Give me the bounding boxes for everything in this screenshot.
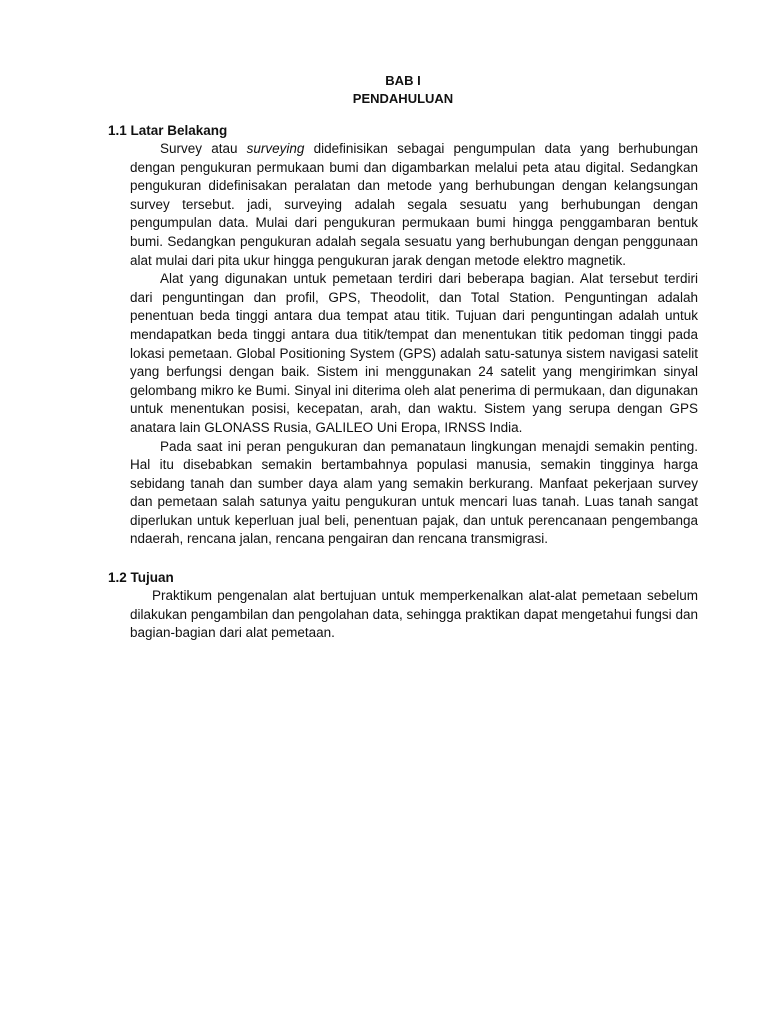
chapter-label: BAB I bbox=[385, 73, 421, 88]
section-heading-tujuan: 1.2 Tujuan bbox=[108, 570, 174, 586]
paragraph-latar-belakang-1 bbox=[130, 140, 698, 270]
paragraph-latar-belakang-3: Pada saat ini peran pengukuran dan pemanataun lingkungan menajdi semakin penting. Hal itu disebabkan semakin bertambahnya populasi manusia, semakin tingginya harga sebidang tanah dan sumber daya alam yang semakin berkurang. Manfaat pekerjaan survey dan pemetaan salah satunya yaitu pengukuran untuk mencari luas tanah. Luas tanah sangat diperlukan untuk keperluan jual beli, penentuan pajak, dan untuk perencanaan pengembanga ndaerah, rencana jalan, rencana pengairan dan rencana transmigrasi. bbox=[130, 438, 698, 547]
chapter-header bbox=[108, 72, 698, 108]
section-heading-latar-belakang: 1.1 Latar Belakang bbox=[108, 123, 228, 138]
paragraph-emphasis-text: surveying bbox=[246, 141, 305, 156]
paragraph-latar-belakang-2: Alat yang digunakan untuk pemetaan terdiri dari beberapa bagian. Alat tersebut terdiri dari penguntingan dan profil, GPS, Theodolit, dan Total Station. Penguntingan adalah penentuan beda tinggi antara dua tempat atau titik. Tujuan dari penguntingan adalah untuk mendapatkan beda tinggi antara dua titik/tempat dan menentukan titik pedoman tinggi pada lokasi pemetaan. Global Positioning System (GPS) adalah satu-satunya sistem navigasi satelit yang berfungsi dengan baik. Sistem ini menggunakan 24 satelit yang mengirimkan sinyal gelombang mikro ke Bumi. Sinyal ini diterima oleh alat penerima di permukaan, dan digunakan untuk menentukan posisi, kecepatan, arah, dan waktu. Sistem yang serupa dengan GPS anatara lain GLONASS Rusia, GALILEO Uni Eropa, IRNSS India. bbox=[130, 271, 698, 435]
paragraph-tujuan-1: Praktikum pengenalan alat bertujuan untuk memperkenalkan alat-alat pemetaan sebelum dilakukan pengambilan dan pengolahan data, sehingga praktikan dapat mengetahui fungsi dan bagian-bagian dari alat pemetaan. bbox=[130, 588, 698, 641]
chapter-title: PENDAHULUAN bbox=[352, 91, 454, 106]
paragraph-lead-text: Survey atau bbox=[160, 141, 247, 156]
paragraph-rest-text: didefinisikan sebagai pengumpulan data yang berhubungan dengan pengukuran permukaan bumi dan digambarkan melalui peta atau digital. Sedangkan pengukuran didefinisakan peralatan dan metode yang berhubungan dengan kelangsungan survey tersebut. jadi, surveying adalah segala sesuatu yang berhubungan dengan pengumpulan data. Mulai dari pengukuran permukaan bumi hingga penggambaran bentuk bumi. Sedangkan pengukuran adalah segala sesuatu yang berhubungan dengan penggunaan alat mulai dari pita ukur hingga pengukuran jarak dengan metode elektro magnetik. bbox=[130, 141, 698, 268]
